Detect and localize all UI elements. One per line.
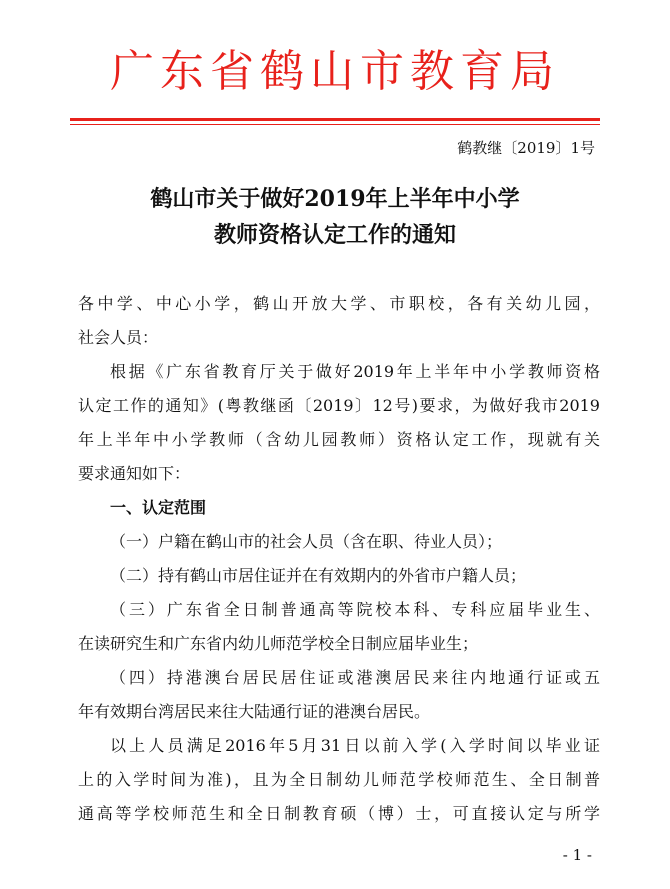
document-title-line-1: 鹤山市关于做好2019年上半年中小学 [150,186,520,212]
scope-item-4-line-2: 年有效期台湾居民来往大陆通行证的港澳台居民。 [78,702,431,721]
intro-line-1: 根据《广东省教育厅关于做好2019年上半年中小学教师资格 [110,362,600,381]
document-number: 鹤教继〔2019〕1号 [457,139,595,157]
document-title-line-2: 教师资格认定工作的通知 [213,222,456,248]
page-number: - 1 - [562,846,592,864]
scope-item-3-line-1: （三）广东省全日制普通高等院校本科、专科应届毕业生、 [110,600,600,619]
paragraph-2-line-1: 以上人员满足2016年5月31日以前入学(入学时间以毕业证 [110,736,600,755]
intro-line-3: 年上半年中小学教师（含幼儿园教师）资格认定工作，现就有关 [78,430,600,449]
scope-item-2: （二）持有鹤山市居住证并在有效期内的外省市户籍人员； [110,566,527,585]
section-heading: 一、认定范围 [110,498,207,517]
header-rule-thin [70,124,600,125]
scope-item-1: （一）户籍在鹤山市的社会人员（含在职、待业人员）； [110,532,503,551]
scope-item-4-line-1: （四）持港澳台居民居住证或港澳居民来往内地通行证或五 [110,668,600,687]
addressee-line-2: 社会人员： [78,328,159,347]
header-rule-thick [70,118,600,121]
intro-line-4: 要求通知如下： [78,464,191,483]
intro-line-2: 认定工作的通知》(粤教继函〔2019〕12号)要求，为做好我市2019 [78,396,600,415]
issuer-name: 广东省鹤山市教育局 [110,46,560,97]
paragraph-2-line-3: 通高等学校师范生和全日制教育硕（博）士，可直接认定与所学 [78,804,600,823]
scope-item-3-line-2: 在读研究生和广东省内幼儿师范学校全日制应届毕业生； [78,634,479,653]
paragraph-2-line-2: 上的入学时间为准)，且为全日制幼儿师范学校师范生、全日制普 [78,770,600,789]
addressee-line-1: 各中学、中心小学，鹤山开放大学、市职校，各有关幼儿园， [78,294,600,313]
